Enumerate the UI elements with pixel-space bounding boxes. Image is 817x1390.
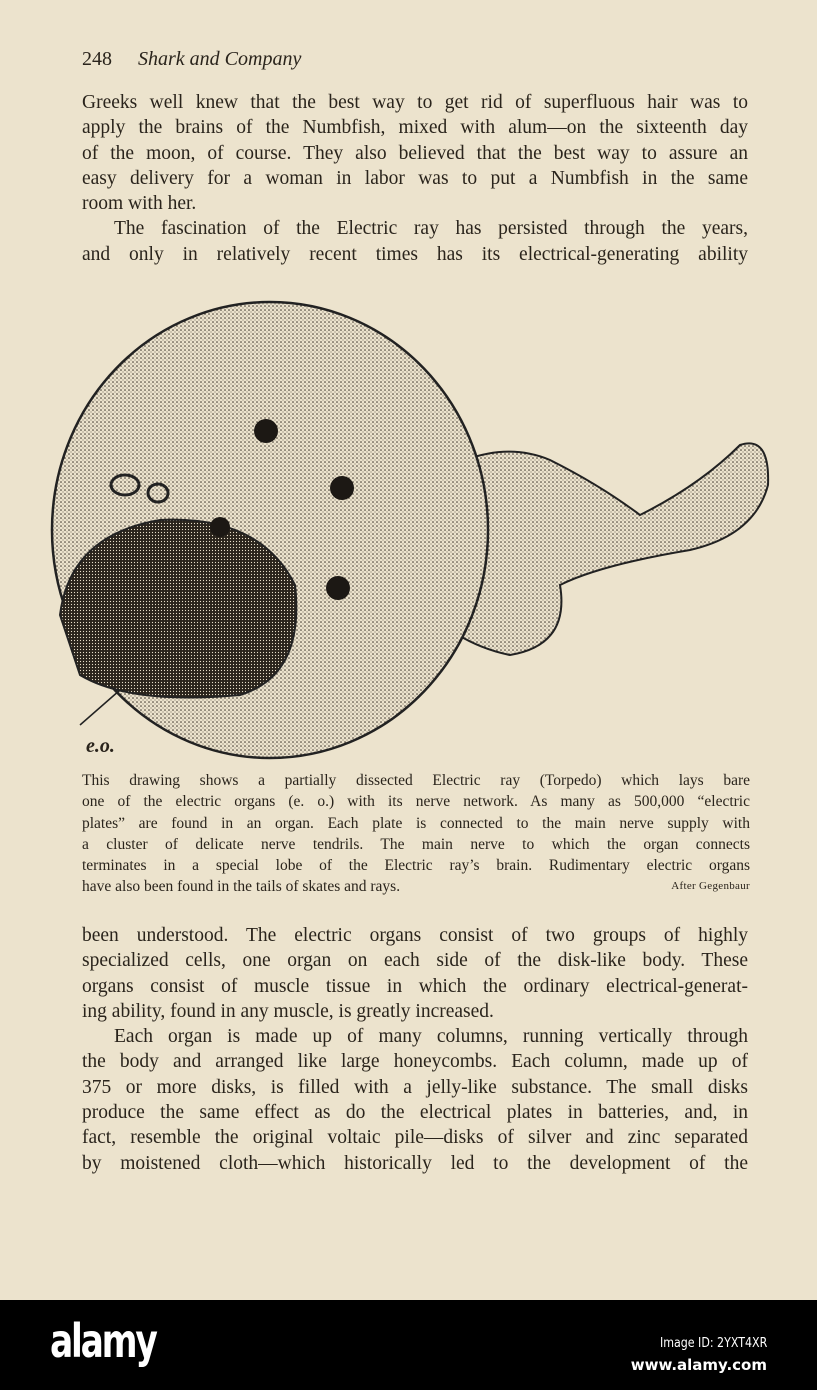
text-line: produce the same effect as do the electrical plates in batteries, and, in — [82, 1102, 748, 1124]
running-header — [82, 48, 301, 71]
running-title: Shark and Company — [138, 48, 302, 70]
caption-line: one of the electric organs (e. o.) with its nerve network. As many as 500,000 “electric — [82, 793, 750, 811]
page-number: 248 — [82, 48, 112, 70]
text-line: been understood. The electric organs consist of two groups of highly — [82, 925, 748, 946]
text-line: apply the brains of the Numbfish, mixed with alum—on the sixteenth day — [82, 117, 748, 139]
caption-line: terminates in a special lobe of the Electric ray’s brain. Rudimentary electric organs — [82, 857, 750, 875]
text-line: easy delivery for a woman in labor was to put a Numbfish in the same — [82, 167, 748, 189]
image-id: Image ID: 2YXT4XR — [659, 1336, 767, 1351]
text-line: of the moon, of course. They also believed that the best way to assure an — [82, 142, 748, 164]
caption-line: have also been found in the tails of skates and rays. — [82, 878, 401, 896]
text-line: 375 or more disks, is filled with a jelly-like substance. The small disks — [82, 1076, 748, 1098]
text-line: Each organ is made up of many columns, running vertically through — [114, 1026, 748, 1048]
paragraph-1 — [82, 90, 748, 267]
text-line: fact, resemble the original voltaic pile—disks of silver and zinc separated — [82, 1127, 748, 1149]
text-line: Greeks well knew that the best way to get rid of superfluous hair was to — [82, 92, 748, 113]
text-line: the body and arranged like large honeycombs. Each column, made up of — [82, 1051, 748, 1073]
text-line: organs consist of muscle tissue in which the ordinary electrical-generat- — [82, 975, 748, 997]
caption-line: This drawing shows a partially dissected Electric ray (Torpedo) which lays bare — [82, 772, 750, 789]
figure-credit: After Gegenbaur — [671, 880, 750, 893]
text-line: room with her. — [82, 193, 197, 215]
figure-label: e.o. — [86, 735, 115, 757]
text-line: The fascination of the Electric ray has persisted through the years, — [114, 218, 748, 240]
watermark-bar — [0, 1300, 817, 1390]
site-url: www.alamy.com — [630, 1356, 767, 1374]
text-line: specialized cells, one organ on each side of the disk-like body. These — [82, 950, 748, 972]
text-line: and only in relatively recent times has its electrical-generating ability — [82, 243, 748, 265]
caption-line: plates” are found in an organ. Each plate is connected to the main nerve supply with — [82, 814, 750, 832]
paragraph-3 — [82, 923, 748, 1176]
text-line: by moistened cloth—which historically led to the development of the — [82, 1152, 748, 1174]
caption-line: a cluster of delicate nerve tendrils. The main nerve to which the organ connects — [82, 835, 750, 853]
alamy-logo: alamy — [50, 1314, 156, 1368]
text-line: ing ability, found in any muscle, is greatly increased. — [82, 1000, 494, 1022]
electric-ray-illustration — [40, 285, 785, 765]
figure-caption — [82, 770, 750, 898]
